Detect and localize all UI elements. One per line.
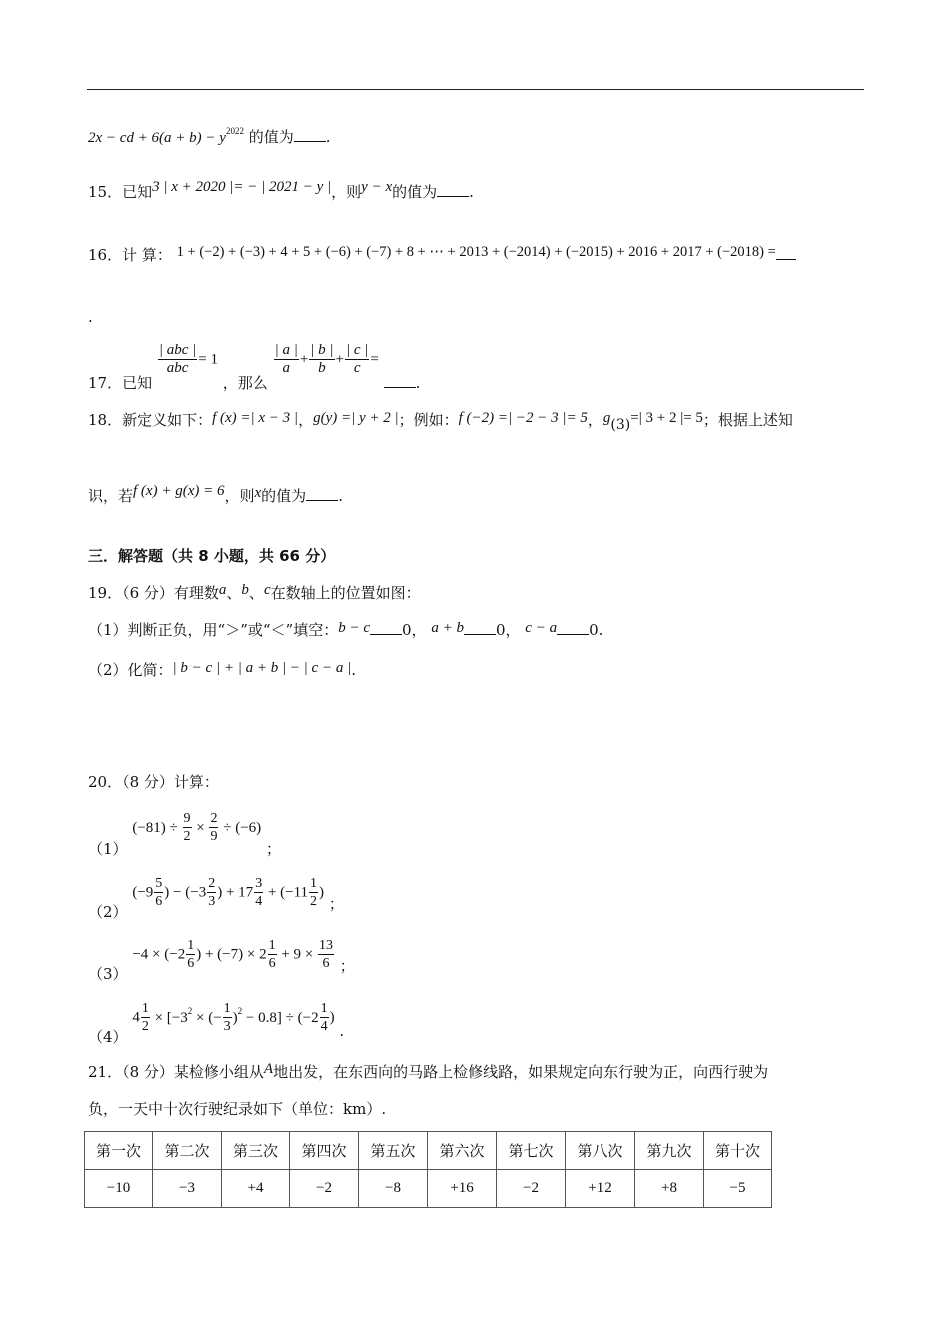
q15-expr: 3 | x + 2020 |= − | 2021 − y | [152,179,332,195]
table-cell: −2 [290,1170,359,1208]
q18-line2: 识，若f (x) + g(x) = 6，则x的值为 . [88,483,343,505]
table-cell: +4 [222,1170,290,1208]
table-header-row [85,1132,772,1170]
table-header-cell: 第十次 [704,1132,772,1170]
answer-blank [464,620,496,635]
table-header-cell: 第三次 [222,1132,290,1170]
answer-blank [557,620,589,635]
table-cell: −8 [359,1170,428,1208]
answer-blank [437,182,469,197]
q20-part2: （2） (−9 $\frac{5}{6}$ ) − (−3 $\frac{2}{3}$ ) + 17 $\frac{3}{4}$ + (−11 $\frac{1}{2}$ ) ； [88,876,344,921]
q20-part4: （4） 4 $\frac{1}{2}$ × [$-3^2$ × (− $\frac{1}{3}$ )$^2$ − 0.8] ÷ (−2 $\frac{1}{4}$ ) . [88,1001,345,1046]
table-cell: −3 [153,1170,222,1208]
q17-fraction-abc: $\frac{\text{| abc |}}{\text{abc}}$ [158,342,197,376]
table-row [85,1170,772,1208]
answer-blank [306,486,338,501]
answer-blank [294,127,326,142]
table-header-cell: 第七次 [497,1132,566,1170]
q14-expr: 2x − cd + 6(a + b) − y [88,130,226,146]
q18-line1: 18．新定义如下：f (x) =| x − 3 |，g(y) =| y + 2 |；例如：f (−2) =| −2 − 3 |= 5，g(3)=| 3 + 2 |= 5；根据上述知 [88,410,793,433]
q19-part1: （1）判断正负，用“＞”或“＜”填空：b − c 0， a + b 0， c − a 0. [88,620,604,639]
q14-tail: 2x − cd + $6(a + b) - y^{2022}$ 的值为 . [88,126,331,146]
table-header-cell: 第八次 [566,1132,635,1170]
q17-fraction-c: $\frac{| c |}{c}$ [346,342,369,376]
q17-fraction-a: $\frac{| a |}{a}$ [274,342,298,376]
q21-line1: 21．（8 分）某检修小组从A地出发，在东西向的马路上检修线路，如果规定向东行驶为正，向西行驶为 [88,1061,769,1081]
answer-blank [370,620,402,635]
q20-part3: （3） −4 × (−2 $\frac{1}{6}$ ) + (−7) × 2 $\frac{1}{6}$ + 9 × $\frac{13}{6}$ ； [88,938,355,983]
q17: 17．已知 $\frac{\text{| abc |}}{\text{abc}}$ = 1 ，那么 $\frac{| a |}{a}$ + $\frac{| b |}{b}$ + $\frac{| c |}{c}$ = . [88,342,421,392]
table-cell: +16 [428,1170,497,1208]
q16-expr: 1 + (−2) + (−3) + 4 + 5 + (−6) + (−7) + 8 + ⋯ + 2013 + (−2014) + (−2015) + 2016 + 2017 + (−2018) = [176,244,776,260]
q14-text: 的值为 [248,128,294,146]
answer-blank [776,245,796,260]
q16: 16．计 算： 1 + (−2) + (−3) + 4 + 5 + (−6) + (−7) + 8 + ⋯ + 2013 + (−2014) + (−2015) + 2016 + 2017 + (−2018) = [88,245,796,266]
header-rule [87,89,864,90]
section-heading: 三．解答题（共 8 小题，共 66 分） [88,547,336,565]
q17-fraction-b: $\frac{| b |}{b}$ [310,342,334,376]
table-cell: +8 [635,1170,704,1208]
table-header-cell: 第二次 [153,1132,222,1170]
q14-exponent: 2022 [225,126,244,136]
q19: 19．（6 分）有理数a、b、c在数轴上的位置如图： [88,582,421,602]
q21-line2: 负，一天中十次行驶纪录如下（单位：km）. [88,1100,387,1118]
q20: 20．（8 分）计算： [88,773,219,791]
table-header-cell: 第九次 [635,1132,704,1170]
table-cell: −10 [85,1170,153,1208]
table-header-cell: 第五次 [359,1132,428,1170]
table-cell: −2 [497,1170,566,1208]
table-cell: +12 [566,1170,635,1208]
q15: 15．已知3 | x + 2020 |= − | 2021 − y |，则y − x的值为 . [88,179,474,201]
q19-part2: （2）化简：| b − c | + | a + b | − | c − a |. [88,660,356,679]
answer-blank [384,373,416,388]
table-cell: −5 [704,1170,772,1208]
driving-record-table [84,1131,772,1208]
table-header-cell: 第一次 [85,1132,153,1170]
table-header-cell: 第四次 [290,1132,359,1170]
table-header-cell: 第六次 [428,1132,497,1170]
q20-part1: （1） (−81) ÷ $\frac{9}{2}$ × $\frac{2}{9}$ ÷ (−6) ； [88,811,281,858]
